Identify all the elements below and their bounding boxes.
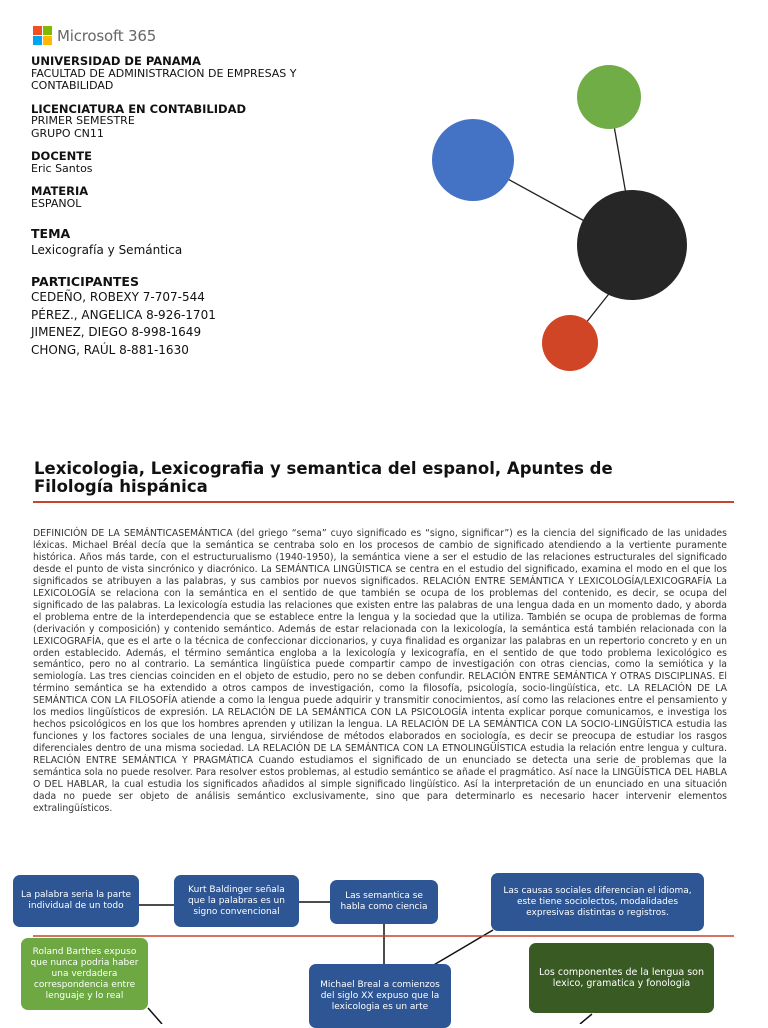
group-text: GRUPO CN11 [31,126,104,140]
document-title: Lexicologia, Lexicografia y semantica del espanol, Apuntes de Filología hispánica [34,459,613,496]
participant-item: JIMENEZ, DIEGO 8-998-1649 [31,325,202,339]
participant-item: CHONG, RAÚL 8-881-1630 [31,342,189,357]
decorative-circles [420,55,720,385]
document-body: DEFINICIÓN DE LA SEMÁNTICASEMÁNTICA (del griego “sema” cuyo significado es “signo, significar”) es la ciencia del significado de las unidades léxicas. Michael Bréal decía que la semántica se centraba solo en los procesos de cambio de significado atendiendo a la vertiente puramente histórica. Años más tarde, con el estructurualismo (1940-1950), la semántica viene a ser el estudio de las relaciones estructurales del significado desde el punto de vista sincrónico y diacrónico. La SEMÁNTICA LINGÜISTICA se centra en el estudio del significado, examina el modo en el que los significados se atribuyen a las palabras, y sus cambios por nuevos significados. RELACIÓN ENTRE SEMÁNTICA Y LEXICOLOGÍA/LEXICOGRAFÍA La LEXICOLOGÍA se relaciona con la semántica en el sentido de que también se ocupa de los problemas del contenido, es decir, se ocupa del significado de las palabras. La lexicología estudia las relaciones que existen entre las palabras de una lengua dada en un momento dado, y aborda el problema entre de la interdependencia que se establece entre la lengua y la sociedad que la utiliza. También se ocupa de problemas de forma (derivación y composición) y contenido semántico. Además de estar relacionada con la lexicología, la semántica está también relacionada con la LEXICOGRAFÍA, que es el arte o la técnica de confeccionar diccionarios, y cuya finalidad es organizar las palabras en un repertorio concreto y en un orden establecido. Además, el término semántica engloba a la lexicología y lexicografía, en el sentido de que todo problema lexicológico es semántico, pero no al contrario. La semántica lingüística puede compartir campo de investigación con otras ciencias, como la semiótica y la semiología. Las tres ciencias coinciden en el objeto de estudio, pero no se deben confundir. RELACIÓN ENTRE SEMÁNTICA Y OTRAS DISCIPLINAS. El término semántica se ha extendido a otros campos de investigación, como la filosofía, psicología, socio-lingüística, etc. LA RELACIÓN DE LA SEMÁNTICA CON LA FILOSOFÍA atiende a como la lengua puede adquirir y transmitir conocimientos, así como las relaciones entre el pensamiento y los medios lingüísticos de expresión. LA RELACIÓN DE LA SEMÁNTICA CON LA PSICOLOGÍA intenta explicar porque comunicamos, e investiga los hechos psicológicos en los que los hombres aprenden y utilizan la lengua. LA RELACIÓN DE LA SEMÁNTICA CON LA SOCIO-LINGÜÍSTICA estudia las funciones y los factores sociales de una lengua, sirviéndose de métodos elaborados en sociología, es decir se preocupa de estudiar los rasgos diferenciales dentro de una misma sociedad. LA RELACIÓN DE LA SEMÁNTICA CON LA ETNOLINGÜÍSTICA estudia la relación entre lengua y cultura. RELACIÓN ENTRE SEMÁNTICA Y PRAGMÁTICA Cuando estudiamos el significado de un enunciado se detecta una serie de problemas que la semántica sola no puede resolver. Para resolver estos problemas, al estudio semántico se añade el pragmático. Así nace la LINGÜÍSTICA DEL HABLA O DEL HABLAR, la cual estudia los significados añadidos al simple significado lingüístico. Así la interpretación de un enunciado en una situación dada no puede ser objeto de análisis semántico exclusivamente, sino que para determinarlo es necesario hacer intervenir elementos extralingüísticos. [33,528,727,814]
participant-item: PÉREZ., ANGELICA 8-926-1701 [31,307,216,322]
concept-box-semantica: Las semantica se habla como ciencia [330,880,438,924]
title-divider [33,501,734,503]
subject-label: MATERIA [31,184,89,198]
green-circle [577,65,641,129]
teacher-name: Eric Santos [31,161,93,175]
participants-label: PARTICIPANTES [31,274,139,289]
faculty-name: FACULTAD DE ADMINISTRACION DE EMPRESAS Y CONTABILIDAD [31,66,297,92]
subject-name: ESPANOL [31,196,82,210]
participants-list [31,289,361,359]
blue-circle [432,119,514,201]
topic-text: Lexicografía y Semántica [31,243,183,257]
concept-box-baldinger: Kurt Baldinger señala que la palabras es un signo convencional [174,875,299,927]
teacher-label: DOCENTE [31,149,92,163]
dark-circle [577,190,687,300]
brand-name: Microsoft 365 [57,26,157,45]
concept-box-palabra: La palabra seria la parte individual de un todo [13,875,139,927]
degree-label: LICENCIATURA EN CONTABILIDAD [31,101,247,116]
microsoft-365-logo [33,26,156,45]
university-name: UNIVERSIDAD DE PANAMA [31,54,201,68]
concept-box-barthes: Roland Barthes expuso que nunca podria haber una verdadera correspondencia entre lenguaje y lo real [21,938,148,1010]
cover-info [31,55,361,369]
topic-label: TEMA [31,226,71,241]
semester-text: PRIMER SEMESTRE [31,114,135,127]
participant-item: CEDEÑO, ROBEXY 7-707-544 [31,290,205,304]
concept-box-breal: Michael Breal a comienzos del siglo XX expuso que la lexicologia es un arte [309,964,451,1028]
concept-box-componentes: Los componentes de la lengua son lexico, gramatica y fonologia [529,943,714,1013]
concept-box-causas-sociales: Las causas sociales diferencian el idioma, este tiene sociolectos, modalidades expresivas distintas o registros. [491,873,704,931]
red-circle [542,315,598,371]
microsoft-logo-icon [33,26,52,45]
